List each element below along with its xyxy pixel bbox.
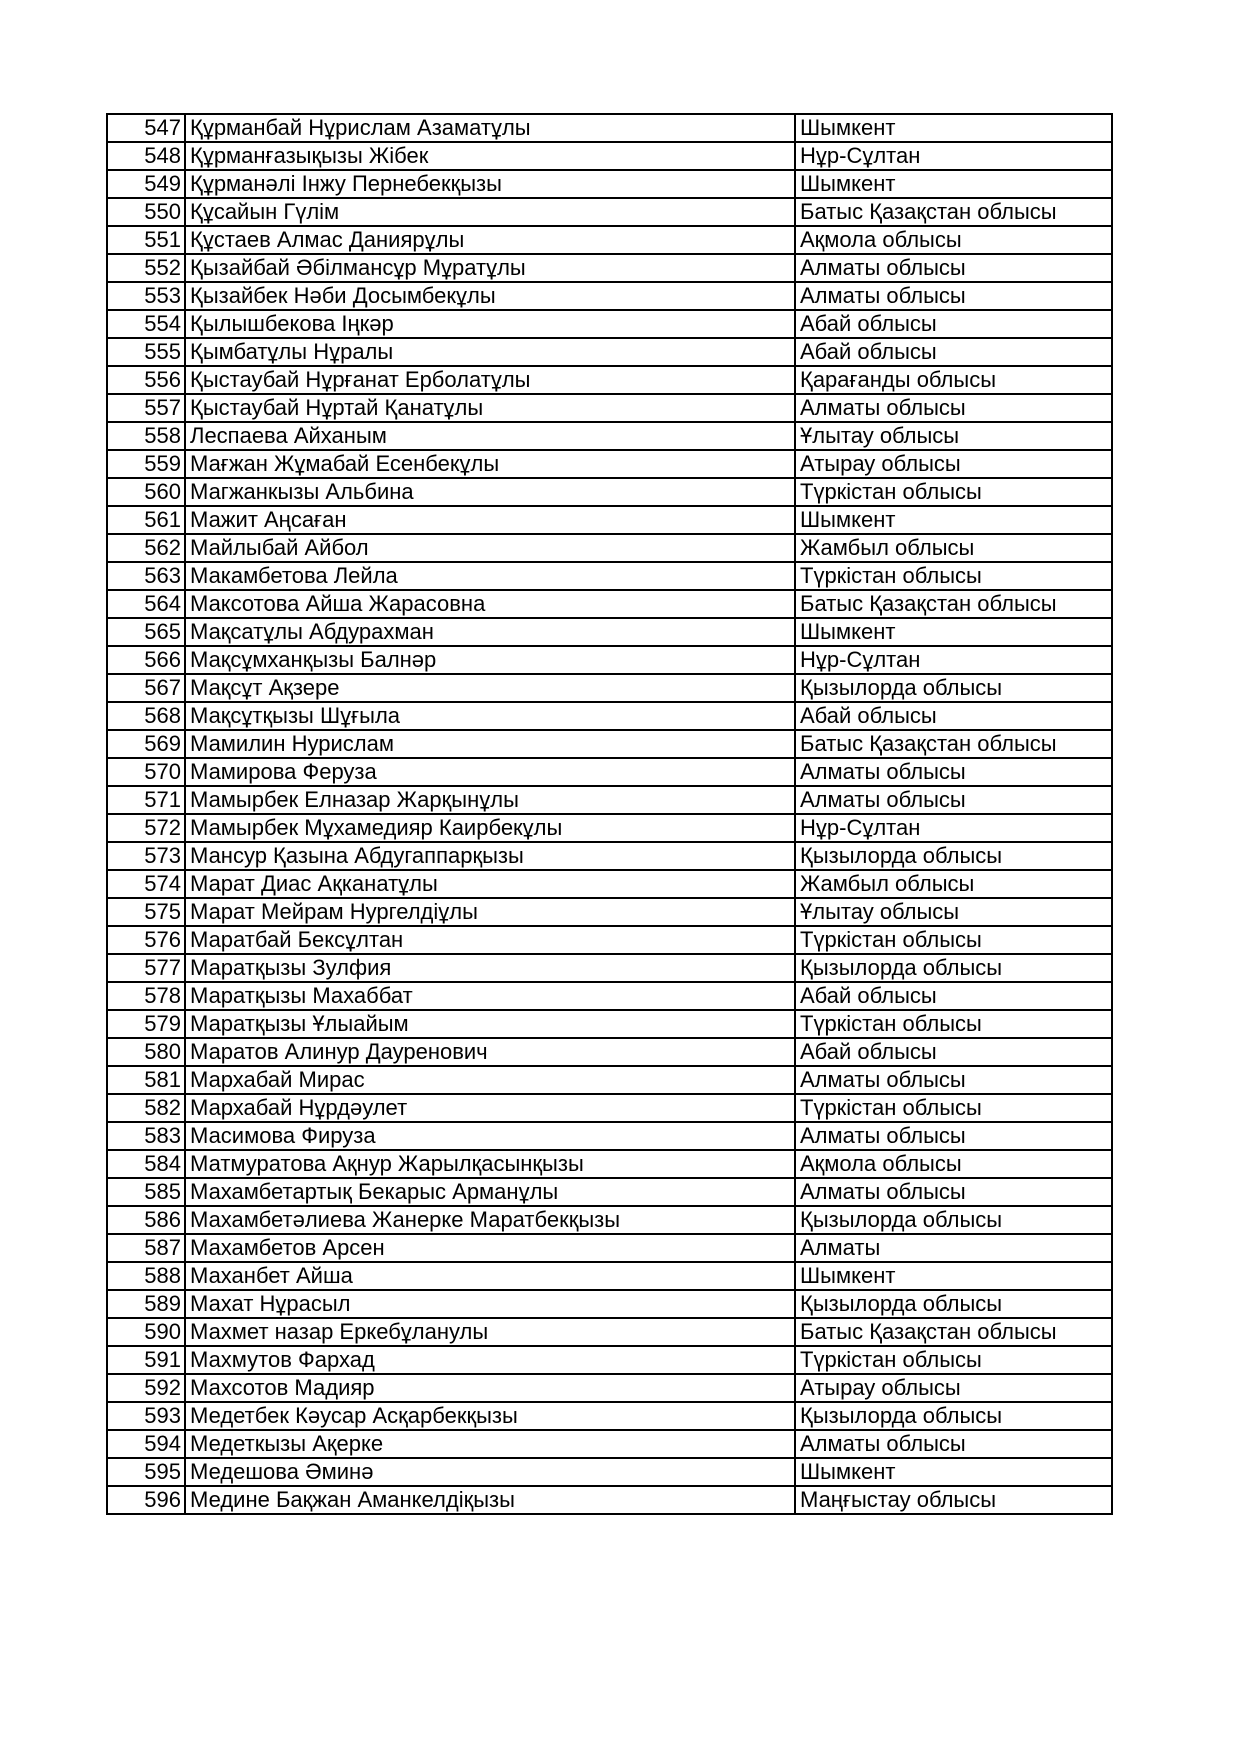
region-cell: Алматы облысы (795, 394, 1112, 422)
full-name-cell: Мархабай Нұрдәулет (185, 1094, 795, 1122)
table-row (107, 366, 1112, 394)
table-row (107, 618, 1112, 646)
full-name-cell: Мақсұмханқызы Балнәр (185, 646, 795, 674)
full-name-cell: Мансур Қазына Абдугаппарқызы (185, 842, 795, 870)
table-row (107, 310, 1112, 338)
full-name-cell: Қымбатұлы Нұралы (185, 338, 795, 366)
full-name-cell: Махамбетартық Бекарыс Арманұлы (185, 1178, 795, 1206)
region-cell: Шымкент (795, 1262, 1112, 1290)
region-cell: Қызылорда облысы (795, 1206, 1112, 1234)
table-row (107, 1318, 1112, 1346)
table-row (107, 646, 1112, 674)
full-name-cell: Қызайбек Нәби Досымбекұлы (185, 282, 795, 310)
row-number-cell: 584 (107, 1150, 185, 1178)
table-row (107, 1178, 1112, 1206)
full-name-cell: Марат Мейрам Нургелдіұлы (185, 898, 795, 926)
table-row (107, 842, 1112, 870)
full-name-cell: Маратбай Бексұлтан (185, 926, 795, 954)
region-cell: Абай облысы (795, 982, 1112, 1010)
region-cell: Қызылорда облысы (795, 1402, 1112, 1430)
region-cell: Қызылорда облысы (795, 954, 1112, 982)
region-cell: Алматы облысы (795, 282, 1112, 310)
full-name-cell: Махамбетәлиева Жанерке Маратбекқызы (185, 1206, 795, 1234)
table-row (107, 1430, 1112, 1458)
region-cell: Алматы облысы (795, 1178, 1112, 1206)
row-number-cell: 580 (107, 1038, 185, 1066)
row-number-cell: 549 (107, 170, 185, 198)
full-name-cell: Мағжан Жұмабай Есенбекұлы (185, 450, 795, 478)
full-name-cell: Құрманбай Нұрислам Азаматұлы (185, 114, 795, 142)
table-row (107, 1234, 1112, 1262)
table-row (107, 394, 1112, 422)
full-name-cell: Маратов Алинур Дауренович (185, 1038, 795, 1066)
row-number-cell: 596 (107, 1486, 185, 1514)
row-number-cell: 578 (107, 982, 185, 1010)
full-name-cell: Майлыбай Айбол (185, 534, 795, 562)
region-cell: Атырау облысы (795, 1374, 1112, 1402)
roster-table-body (107, 114, 1112, 1514)
region-cell: Қызылорда облысы (795, 842, 1112, 870)
table-row (107, 338, 1112, 366)
row-number-cell: 582 (107, 1094, 185, 1122)
region-cell: Алматы облысы (795, 786, 1112, 814)
region-cell: Ұлытау облысы (795, 422, 1112, 450)
table-row (107, 198, 1112, 226)
table-row (107, 1402, 1112, 1430)
row-number-cell: 576 (107, 926, 185, 954)
full-name-cell: Махат Нұрасыл (185, 1290, 795, 1318)
row-number-cell: 558 (107, 422, 185, 450)
table-row (107, 870, 1112, 898)
table-row (107, 982, 1112, 1010)
region-cell: Абай облысы (795, 702, 1112, 730)
full-name-cell: Леспаева Айханым (185, 422, 795, 450)
row-number-cell: 563 (107, 562, 185, 590)
full-name-cell: Мамирова Феруза (185, 758, 795, 786)
full-name-cell: Медине Бақжан Аманкелдіқызы (185, 1486, 795, 1514)
full-name-cell: Мақсұт Ақзере (185, 674, 795, 702)
row-number-cell: 555 (107, 338, 185, 366)
row-number-cell: 573 (107, 842, 185, 870)
region-cell: Нұр-Сұлтан (795, 142, 1112, 170)
table-row (107, 450, 1112, 478)
table-row (107, 814, 1112, 842)
full-name-cell: Марат Диас Ақканатұлы (185, 870, 795, 898)
full-name-cell: Махамбетов Арсен (185, 1234, 795, 1262)
full-name-cell: Мажит Аңсаған (185, 506, 795, 534)
full-name-cell: Мақсатұлы Абдурахман (185, 618, 795, 646)
row-number-cell: 556 (107, 366, 185, 394)
region-cell: Батыс Қазақстан облысы (795, 1318, 1112, 1346)
region-cell: Шымкент (795, 506, 1112, 534)
region-cell: Түркістан облысы (795, 1346, 1112, 1374)
table-row (107, 786, 1112, 814)
row-number-cell: 571 (107, 786, 185, 814)
table-row (107, 590, 1112, 618)
table-row (107, 1486, 1112, 1514)
region-cell: Алматы (795, 1234, 1112, 1262)
row-number-cell: 591 (107, 1346, 185, 1374)
row-number-cell: 554 (107, 310, 185, 338)
region-cell: Маңғыстау облысы (795, 1486, 1112, 1514)
region-cell: Қарағанды облысы (795, 366, 1112, 394)
region-cell: Шымкент (795, 618, 1112, 646)
full-name-cell: Максотова Айша Жарасовна (185, 590, 795, 618)
row-number-cell: 589 (107, 1290, 185, 1318)
region-cell: Алматы облысы (795, 758, 1112, 786)
table-row (107, 1038, 1112, 1066)
region-cell: Түркістан облысы (795, 1094, 1112, 1122)
row-number-cell: 568 (107, 702, 185, 730)
row-number-cell: 560 (107, 478, 185, 506)
table-row (107, 226, 1112, 254)
full-name-cell: Медетбек Кәусар Асқарбекқызы (185, 1402, 795, 1430)
full-name-cell: Мархабай Мирас (185, 1066, 795, 1094)
full-name-cell: Құрманәлі Інжу Пернебекқызы (185, 170, 795, 198)
region-cell: Нұр-Сұлтан (795, 646, 1112, 674)
table-row (107, 254, 1112, 282)
row-number-cell: 593 (107, 1402, 185, 1430)
region-cell: Ақмола облысы (795, 1150, 1112, 1178)
table-row (107, 898, 1112, 926)
row-number-cell: 562 (107, 534, 185, 562)
row-number-cell: 551 (107, 226, 185, 254)
region-cell: Абай облысы (795, 1038, 1112, 1066)
row-number-cell: 574 (107, 870, 185, 898)
full-name-cell: Қызайбай Әбілмансұр Мұратұлы (185, 254, 795, 282)
table-row (107, 1066, 1112, 1094)
full-name-cell: Қыстаубай Нұрғанат Ерболатұлы (185, 366, 795, 394)
table-row (107, 1122, 1112, 1150)
table-row (107, 562, 1112, 590)
row-number-cell: 577 (107, 954, 185, 982)
region-cell: Түркістан облысы (795, 478, 1112, 506)
table-row (107, 1206, 1112, 1234)
table-row (107, 142, 1112, 170)
full-name-cell: Мақсұтқызы Шұғыла (185, 702, 795, 730)
row-number-cell: 588 (107, 1262, 185, 1290)
table-row (107, 422, 1112, 450)
row-number-cell: 567 (107, 674, 185, 702)
row-number-cell: 559 (107, 450, 185, 478)
row-number-cell: 586 (107, 1206, 185, 1234)
full-name-cell: Маратқызы Зулфия (185, 954, 795, 982)
table-row (107, 926, 1112, 954)
full-name-cell: Медешова Әминә (185, 1458, 795, 1486)
region-cell: Қызылорда облысы (795, 674, 1112, 702)
row-number-cell: 557 (107, 394, 185, 422)
table-row (107, 1374, 1112, 1402)
table-row (107, 674, 1112, 702)
row-number-cell: 561 (107, 506, 185, 534)
table-row (107, 1094, 1112, 1122)
row-number-cell: 550 (107, 198, 185, 226)
full-name-cell: Құсайын Гүлім (185, 198, 795, 226)
row-number-cell: 581 (107, 1066, 185, 1094)
full-name-cell: Магжанкызы Альбина (185, 478, 795, 506)
region-cell: Шымкент (795, 1458, 1112, 1486)
region-cell: Ақмола облысы (795, 226, 1112, 254)
region-cell: Шымкент (795, 170, 1112, 198)
row-number-cell: 583 (107, 1122, 185, 1150)
region-cell: Жамбыл облысы (795, 534, 1112, 562)
full-name-cell: Масимова Фируза (185, 1122, 795, 1150)
row-number-cell: 595 (107, 1458, 185, 1486)
row-number-cell: 585 (107, 1178, 185, 1206)
full-name-cell: Мамырбек Елназар Жарқынұлы (185, 786, 795, 814)
row-number-cell: 572 (107, 814, 185, 842)
full-name-cell: Махмутов Фархад (185, 1346, 795, 1374)
row-number-cell: 592 (107, 1374, 185, 1402)
region-cell: Батыс Қазақстан облысы (795, 730, 1112, 758)
full-name-cell: Махмет назар Еркебұланулы (185, 1318, 795, 1346)
table-row (107, 114, 1112, 142)
table-row (107, 954, 1112, 982)
table-row (107, 534, 1112, 562)
row-number-cell: 564 (107, 590, 185, 618)
full-name-cell: Махсотов Мадияр (185, 1374, 795, 1402)
full-name-cell: Матмуратова Ақнур Жарылқасынқызы (185, 1150, 795, 1178)
table-row (107, 478, 1112, 506)
region-cell: Нұр-Сұлтан (795, 814, 1112, 842)
region-cell: Жамбыл облысы (795, 870, 1112, 898)
row-number-cell: 553 (107, 282, 185, 310)
region-cell: Алматы облысы (795, 1122, 1112, 1150)
table-row (107, 730, 1112, 758)
row-number-cell: 566 (107, 646, 185, 674)
full-name-cell: Қылышбекова Іңкәр (185, 310, 795, 338)
table-row (107, 170, 1112, 198)
region-cell: Алматы облысы (795, 1066, 1112, 1094)
table-row (107, 1458, 1112, 1486)
region-cell: Абай облысы (795, 338, 1112, 366)
row-number-cell: 552 (107, 254, 185, 282)
table-row (107, 1150, 1112, 1178)
table-row (107, 282, 1112, 310)
full-name-cell: Маратқызы Ұлыайым (185, 1010, 795, 1038)
full-name-cell: Медеткызы Ақерке (185, 1430, 795, 1458)
row-number-cell: 548 (107, 142, 185, 170)
region-cell: Батыс Қазақстан облысы (795, 590, 1112, 618)
full-name-cell: Құстаев Алмас Даниярұлы (185, 226, 795, 254)
region-cell: Атырау облысы (795, 450, 1112, 478)
row-number-cell: 594 (107, 1430, 185, 1458)
full-name-cell: Маханбет Айша (185, 1262, 795, 1290)
full-name-cell: Маратқызы Махаббат (185, 982, 795, 1010)
full-name-cell: Құрманғазықызы Жібек (185, 142, 795, 170)
full-name-cell: Мамилин Нурислам (185, 730, 795, 758)
region-cell: Түркістан облысы (795, 562, 1112, 590)
region-cell: Қызылорда облысы (795, 1290, 1112, 1318)
table-row (107, 758, 1112, 786)
region-cell: Шымкент (795, 114, 1112, 142)
row-number-cell: 569 (107, 730, 185, 758)
table-row (107, 1290, 1112, 1318)
region-cell: Түркістан облысы (795, 926, 1112, 954)
table-row (107, 506, 1112, 534)
region-cell: Абай облысы (795, 310, 1112, 338)
table-row (107, 1262, 1112, 1290)
full-name-cell: Макамбетова Лейла (185, 562, 795, 590)
row-number-cell: 575 (107, 898, 185, 926)
table-row (107, 702, 1112, 730)
row-number-cell: 579 (107, 1010, 185, 1038)
row-number-cell: 547 (107, 114, 185, 142)
region-cell: Түркістан облысы (795, 1010, 1112, 1038)
region-cell: Алматы облысы (795, 254, 1112, 282)
full-name-cell: Мамырбек Мұхамедияр Каирбекұлы (185, 814, 795, 842)
full-name-cell: Қыстаубай Нұртай Қанатұлы (185, 394, 795, 422)
row-number-cell: 590 (107, 1318, 185, 1346)
row-number-cell: 570 (107, 758, 185, 786)
table-row (107, 1010, 1112, 1038)
table-row (107, 1346, 1112, 1374)
row-number-cell: 587 (107, 1234, 185, 1262)
region-cell: Ұлытау облысы (795, 898, 1112, 926)
region-cell: Алматы облысы (795, 1430, 1112, 1458)
region-cell: Батыс Қазақстан облысы (795, 198, 1112, 226)
row-number-cell: 565 (107, 618, 185, 646)
roster-table (106, 113, 1113, 1515)
